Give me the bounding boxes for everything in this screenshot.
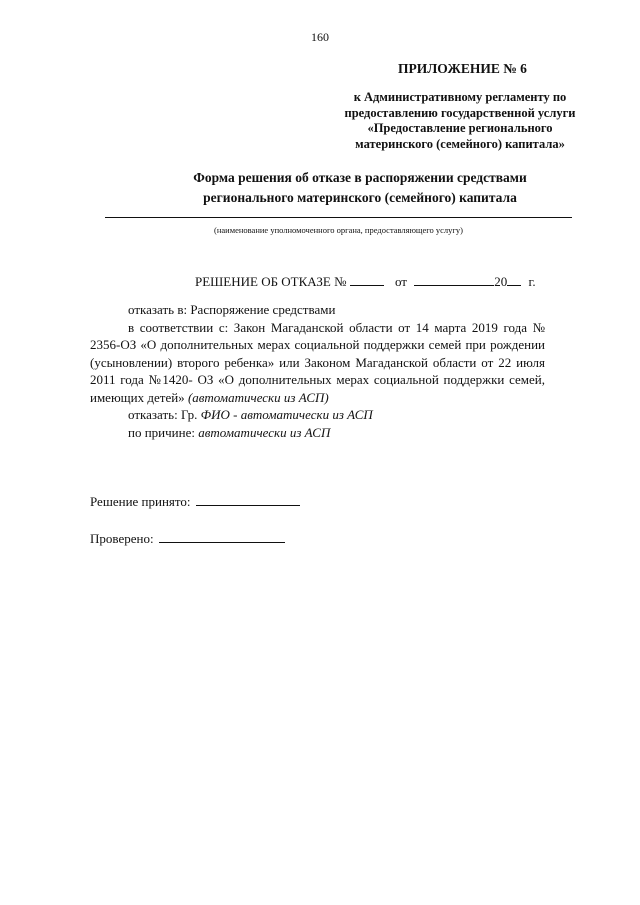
decision-number-blank <box>350 273 384 286</box>
form-title-line: Форма решения об отказе в распоряжении средствами <box>193 170 527 185</box>
appendix-subtitle-line: предоставлению государственной услуги <box>344 105 576 120</box>
decision-heading <box>195 273 536 290</box>
decision-from-label: от <box>394 274 407 289</box>
accordance-paragraph <box>90 319 545 407</box>
accordance-auto-note: (автоматически из АСП) <box>187 389 329 405</box>
signature-checked <box>90 530 285 547</box>
signature-accepted-blank <box>196 493 300 506</box>
authority-name-line <box>105 217 572 218</box>
refuse-to-line <box>90 406 545 424</box>
decision-year-suffix: г. <box>528 274 536 289</box>
signature-checked-label: Проверено: <box>90 531 154 546</box>
refuse-to-value: ФИО - автоматически из АСП <box>200 407 373 422</box>
appendix-subtitle-line: материнского (семейного) капитала» <box>355 136 565 151</box>
decision-body <box>90 301 545 441</box>
reason-label: по причине: <box>128 424 195 440</box>
form-title-line: регионального материнского (семейного) капитала <box>203 190 517 205</box>
page-number: 160 <box>311 30 329 44</box>
signature-accepted <box>90 493 300 510</box>
refuse-in-line: отказать в: Распоряжение средствами <box>128 302 336 317</box>
decision-date-blank <box>414 273 494 286</box>
appendix-subtitle <box>330 90 590 152</box>
reason-value: автоматически из АСП <box>198 424 331 440</box>
reason-line <box>90 424 545 442</box>
authority-caption: (наименование уполномоченного органа, предоставляющего услугу) <box>214 225 463 235</box>
appendix-subtitle-line: «Предоставление регионального <box>367 121 553 135</box>
decision-year-prefix: 20 <box>494 274 508 289</box>
signature-accepted-label: Решение принято: <box>90 494 191 509</box>
accordance-text: в соответствии с: Закон Магаданской области от 14 марта 2019 года № 2356-ОЗ «О дополнительных мерах социальной поддержки семей при рождении (усыновлении) второго ребенка» или Законом Магаданской области от 22 июля 2011 года №1420- ОЗ «О дополнительных мерах социальной поддержки семей, имеющих детей» <box>90 319 545 405</box>
decision-heading-prefix: РЕШЕНИЕ ОБ ОТКАЗЕ № <box>195 274 347 289</box>
appendix-title: ПРИЛОЖЕНИЕ № 6 <box>398 61 527 76</box>
signature-checked-blank <box>159 530 285 543</box>
decision-year-blank <box>507 273 521 286</box>
appendix-subtitle-line: к Административному регламенту по <box>353 90 567 104</box>
form-title <box>150 168 570 208</box>
refuse-to-label: отказать: Гр. <box>128 407 198 422</box>
